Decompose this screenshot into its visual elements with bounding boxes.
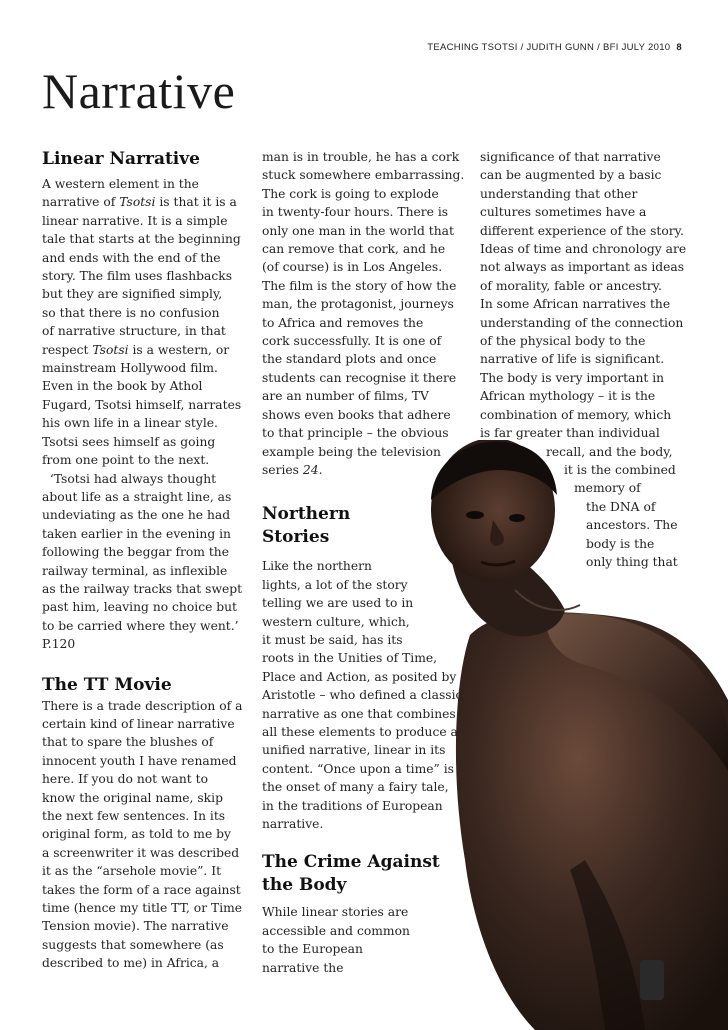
text-line: cultures sometimes have a [480,205,647,220]
text-line: ‘Tsotsi had always thought [42,471,217,486]
text-line: African mythology – it is the [480,389,656,404]
text-line: man, the protagonist, journeys [262,297,454,312]
text-line: narrative as one that combines [262,706,456,721]
text-line: original form, as told to me by [42,827,231,842]
text-line: narrative of life is significant. [480,352,665,367]
text-line: can be augmented by a basic [480,168,662,183]
text-line: in twenty-four hours. There is [262,205,449,220]
text-line: recall, and the body, [546,444,673,459]
text-line: can remove that cork, and he [262,242,446,257]
text-line: to be carried where they went.’ [42,618,239,633]
text-line: understanding of the connection [480,315,684,330]
linear-narrative-body [42,175,242,654]
text-line: unified narrative, linear in its [262,743,446,758]
text-line: it as the “arsehole movie”. It [42,864,222,879]
text-line: but they are signified simply, [42,287,223,302]
text-line: takes the form of a race against [42,882,241,897]
text-line: example being the television [262,444,441,459]
northern-stories-heading-line-2: Stories [262,527,330,548]
text-line: so that there is no confusion [42,305,220,320]
text-line: from one point to the next. [42,453,210,468]
text-line: series 24. [262,462,323,477]
text-line: following the beggar from the [42,545,229,560]
text-line: time (hence my title TT, or Time [42,901,243,916]
text-line: shows even books that adhere [262,407,451,422]
text-line: narrative. [262,817,324,831]
text-line: it must be said, has its [262,632,403,647]
text-line: content. “Once upon a time” is [262,761,454,776]
text-line: combination of memory, which [480,407,672,422]
text-line: Place and Action, as posited by [262,669,457,684]
column-1 [42,148,242,973]
tt-movie-body [42,697,242,973]
text-line: (of course) is in Los Angeles. [262,260,443,275]
text-line: only one man in the world that [262,223,454,238]
text-line: to that principle – the obvious [262,426,449,441]
character-photo [395,440,728,1030]
text-line: know the original name, skip [42,790,223,805]
text-line: innocent youth I have renamed [42,753,237,768]
text-line: Like the northern [262,559,372,574]
text-line: telling we are used to in [262,596,414,611]
text-line: understanding that other [480,186,638,201]
text-line: of the physical body to the [480,334,646,349]
page-number: 8 [676,42,682,53]
running-head [427,42,682,53]
page-title: Narrative [42,63,236,119]
text-line: There is a trade description of a [42,698,243,713]
text-line: to the European [262,942,363,957]
text-line: While linear stories are [262,905,409,920]
tt-movie-continued [262,148,465,479]
text-line: taken earlier in the evening in [42,526,231,541]
text-line: respect Tsotsi is a western, or [42,342,230,357]
section-heading-linear-narrative: Linear Narrative [42,149,200,169]
crime-heading-line-1: The Crime Against [262,852,440,873]
text-line: Aristotle – who defined a classic [262,688,463,703]
text-line: In some African narratives the [480,297,671,312]
text-line: it is the combined [564,462,676,477]
text-line: a screenwriter it was described [42,845,240,860]
text-line: of narrative structure, in that [42,324,226,339]
text-line: The film is the story of how the [262,278,457,293]
text-line: The cork is going to explode [262,186,439,201]
text-line: linear narrative. It is a simple [42,213,228,228]
text-line: P.120 [42,637,76,652]
text-line: the onset of many a fairy tale, [262,780,449,795]
text-line: undeviating as the one he had [42,508,231,523]
text-line: is far greater than individual [480,426,660,441]
text-line: certain kind of linear narrative [42,716,235,731]
text-line: suggests that somewhere (as [42,937,224,952]
text-line: and ends with the end of the [42,250,221,265]
crime-heading-line-2: the Body [262,875,347,896]
text-line: of morality, fable or ancestry. [480,278,662,293]
text-line: significance of that narrative [480,150,661,164]
text-line: Fugard, Tsotsi himself, narrates [42,397,242,412]
text-line: body is the [586,536,655,551]
text-line: the standard plots and once [262,352,437,367]
text-line: narrative of Tsotsi is that it is a [42,195,237,210]
text-line: accessible and common [262,923,410,938]
text-line: lights, a lot of the story [262,577,408,592]
text-line: past him, leaving no choice but [42,600,237,615]
northern-stories-heading-line-1: Northern [262,504,351,525]
text-line: in the traditions of European [262,798,443,813]
text-line: his own life in a linear style. [42,416,218,431]
running-head-text: TEACHING TSOTSI / JUDITH GUNN / BFI JULY 2010 [427,42,671,53]
text-line: to Africa and removes the [262,315,424,330]
text-line: mainstream Hollywood film. [42,361,218,376]
text-line: The body is very important in [480,370,665,385]
text-line: are an number of films, TV [262,389,429,404]
text-line: A western element in the [42,177,199,191]
section-heading-tt-movie: The TT Movie [42,674,172,695]
text-line: here. If you do not want to [42,772,208,787]
text-line: the DNA of [586,499,656,514]
text-line: memory of [574,481,641,496]
text-line: Tsotsi sees himself as going [42,434,216,449]
text-line: as the railway tracks that swept [42,581,243,596]
text-line: students can recognise it there [262,370,457,385]
text-line: ancestors. The [586,518,678,533]
text-line: roots in the Unities of Time, [262,651,438,666]
text-line: described to me) in Africa, a [42,956,220,971]
text-line: tale that starts at the beginning [42,232,241,247]
text-line: story. The film uses flashbacks [42,269,233,284]
text-line: about life as a straight line, as [42,489,232,504]
text-line: stuck somewhere embarrassing. [262,168,465,183]
text-line: western culture, which, [262,614,410,629]
text-line: Tension movie). The narrative [42,919,229,934]
text-line: railway terminal, as inflexible [42,563,228,578]
text-line: cork successfully. It is one of [262,334,442,349]
text-line: narrative the [262,960,344,975]
text-line: man is in trouble, he has a cork [262,150,460,164]
text-line: all these elements to produce a [262,724,458,739]
text-line: Even in the book by Athol [42,379,203,394]
text-line: that to spare the blushes of [42,735,214,750]
text-line: only thing that [586,554,678,569]
text-line: the next few sentences. In its [42,809,226,823]
text-line: not always as important as ideas [480,260,685,275]
text-line: Ideas of time and chronology are [480,242,687,257]
text-line: different experience of the story. [480,223,684,238]
